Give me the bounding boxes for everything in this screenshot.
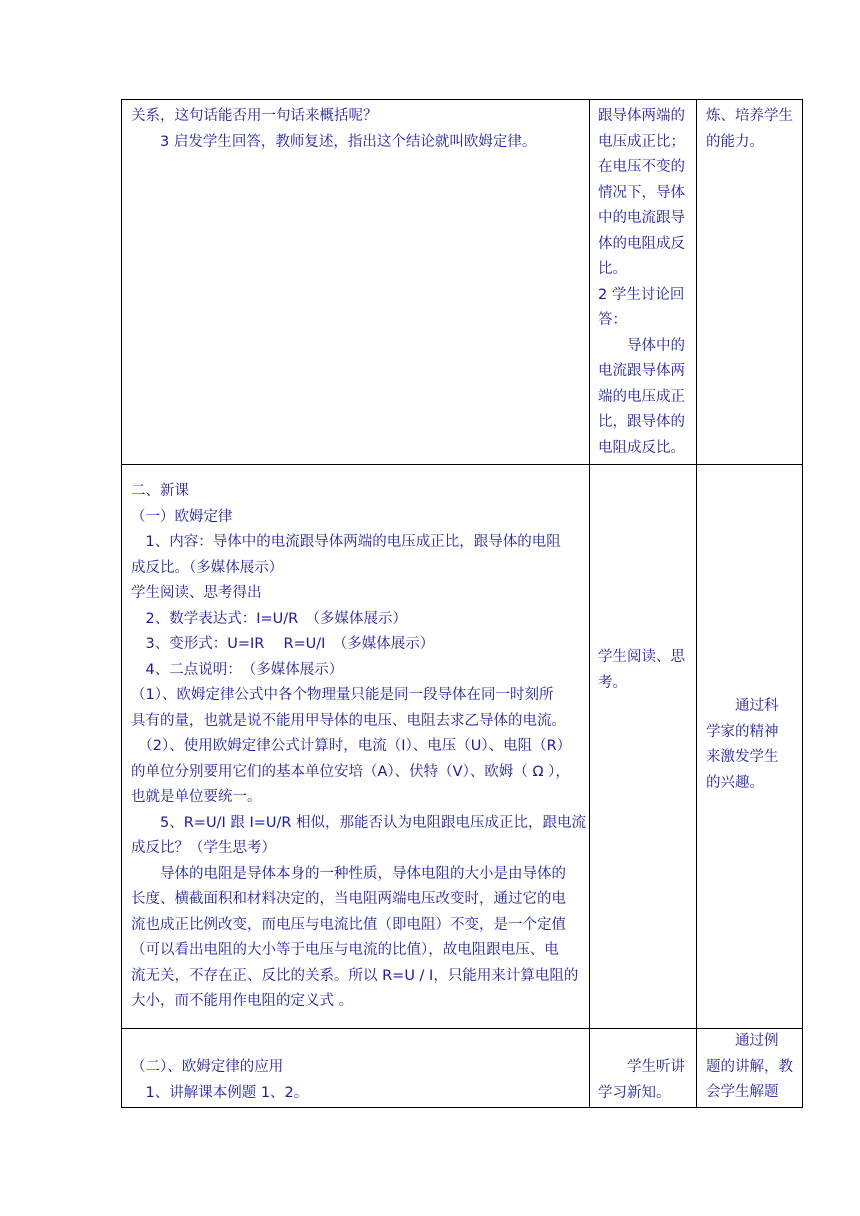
text-line: （1）、欧姆定律公式中各个物理量只能是同一段导体在同一时刻所 [131, 687, 554, 703]
lesson-plan-table [121, 99, 803, 1108]
text-line: 学生听讲 [598, 1059, 685, 1075]
text-line: （二）、欧姆定律的应用 [131, 1059, 284, 1075]
table-row [121, 100, 803, 465]
column-divider [696, 100, 697, 464]
column-divider [696, 465, 697, 1028]
text-line: 答： [598, 312, 627, 328]
text-line: 1、内容：导体中的电流跟导体两端的电压成正比，跟导体的电阻 [131, 534, 561, 550]
text-line: 2 学生讨论回 [598, 286, 685, 303]
text-line: 学习新知。 [598, 1084, 671, 1101]
student-activity-cell [598, 1055, 694, 1106]
table-row [121, 1029, 803, 1108]
teacher-activity-cell [131, 104, 587, 155]
text-line: 3、变形式：U=IR R=U/I （多媒体展示） [131, 636, 435, 652]
text-line: （2）、使用欧姆定律公式计算时，电流（I）、电压（U）、电阻（R） [131, 738, 572, 754]
text-line: 炼、培养学生 [706, 108, 793, 124]
text-line: 跟导体两端的 [598, 108, 685, 124]
text-line: 中的电流跟导 [598, 210, 685, 226]
design-intent-cell [706, 1029, 801, 1106]
text-line: 学家的精神 [706, 723, 779, 740]
text-line: 成反比？（学生思考） [131, 840, 276, 856]
text-line: 通过科 [706, 698, 779, 714]
teacher-activity-cell [131, 1055, 585, 1106]
student-activity-cell [598, 104, 694, 461]
text-line: 长度、横截面积和材料决定的，当电阻两端电压改变时，通过它的电 [131, 891, 566, 907]
column-divider [696, 1029, 697, 1107]
text-line: （可以看出电阻的大小等于电压与电流的比值），故电阻跟电压、电 [131, 942, 559, 958]
text-line: 来激发学生 [706, 749, 779, 765]
text-line: 电阻成反比。 [598, 439, 685, 456]
text-line: 学生阅读、思 [598, 649, 685, 665]
text-line: 的单位分别要用它们的基本单位安培（A）、伏特（V）、欧姆（ Ω ）， [131, 763, 570, 780]
text-line: 成反比。（多媒体展示） [131, 559, 284, 576]
text-line: 端的电压成正 [598, 388, 685, 405]
text-line: 在电压不变的 [598, 159, 685, 175]
text-line: 题的讲解，教 [706, 1058, 793, 1075]
text-line: 体的电阻成反 [598, 235, 685, 252]
student-activity-cell [598, 645, 694, 696]
text-line: 具有的量，也就是说不能用甲导体的电压、电阻去求乙导体的电流。 [131, 712, 566, 729]
text-line: 电流跟导体两 [598, 363, 685, 379]
text-line: 大小，而不能用作电阻的定义式 。 [131, 993, 354, 1009]
teacher-activity-cell [131, 479, 585, 1015]
column-divider [589, 465, 590, 1028]
column-divider [589, 1029, 590, 1107]
text-line: 比。 [598, 261, 627, 277]
text-line: 5、R=U/I 跟 I=U/R 相似，那能否认为电阻跟电压成正比，跟电流 [131, 814, 587, 831]
text-line: 导体的电阻是导体本身的一种性质，导体电阻的大小是由导体的 [131, 865, 566, 882]
column-divider [589, 100, 590, 464]
text-line: 3 启发学生回答，教师复述，指出这个结论就叫欧姆定律。 [131, 133, 537, 150]
text-line: 比，跟导体的 [598, 414, 685, 430]
text-line: 1、讲解课本例题 1、2。 [131, 1084, 309, 1101]
text-line: 电压成正比； [598, 133, 685, 150]
text-line: 流无关，不存在正、反比的关系。所以 R=U / I，只能用来计算电阻的 [131, 967, 579, 984]
design-intent-cell [706, 694, 801, 796]
text-line: 也就是单位要统一。 [131, 789, 262, 805]
text-line: 通过例 [706, 1033, 779, 1049]
text-line: 关系，这句话能否用一句话来概括呢？ [131, 108, 378, 124]
text-line: 流也成正比例改变，而电压与电流比值（即电阻）不变，是一个定值 [131, 916, 566, 933]
text-line: 学生阅读、思考得出 [131, 585, 262, 601]
text-line: 情况下，导体 [598, 184, 685, 201]
text-line: 考。 [598, 674, 627, 691]
text-line: 的兴趣。 [706, 774, 764, 791]
text-line: 的能力。 [706, 133, 764, 150]
text-line: 二、新课 [131, 483, 189, 499]
design-intent-cell [706, 104, 801, 155]
text-line: 2、数学表达式：I=U/R （多媒体展示） [131, 610, 407, 627]
table-row [121, 465, 803, 1029]
text-line: （一）欧姆定律 [131, 508, 233, 525]
text-line: 会学生解题 [706, 1084, 779, 1100]
text-line: 导体中的 [598, 337, 685, 354]
text-line: 4、二点说明： （多媒体展示） [131, 661, 344, 678]
